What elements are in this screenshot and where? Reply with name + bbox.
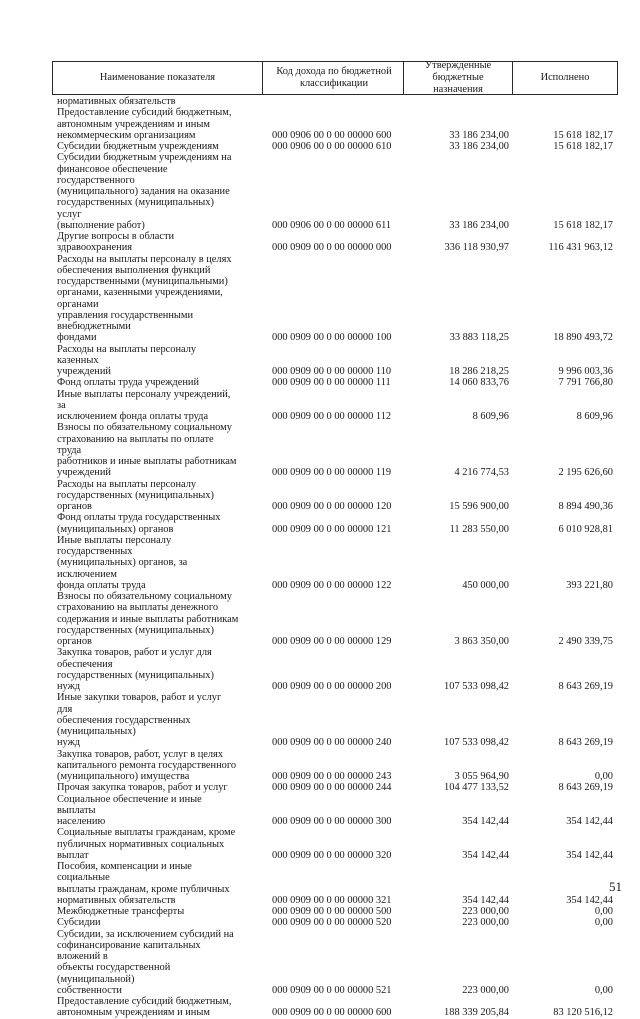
row-code: 000 0909 00 0 00 00000 111 bbox=[272, 377, 391, 389]
row-name: Закупка товаров, работ, услуг в целях капитального ремонта государственного (муниципального) имущества bbox=[57, 748, 237, 782]
row-code: 000 0909 00 0 00 00000 121 bbox=[272, 523, 392, 535]
row-name: Расходы на выплаты персоналу в целях обеспечения выполнения функций государственными (муниципальными) органами, казенными учреждениями, органами управления государственными внебюджетными фондами bbox=[57, 253, 232, 344]
row-code: 000 0909 00 0 00 00000 600 bbox=[272, 1007, 392, 1019]
row-code: 000 0906 00 0 00 00000 600 bbox=[272, 129, 392, 141]
row-name: Расходы на выплаты персоналу государственных (муниципальных) органов bbox=[57, 478, 214, 512]
row-code: 000 0909 00 0 00 00000 100 bbox=[272, 332, 392, 344]
row-approved: 354 142,44 bbox=[462, 849, 509, 861]
table-row bbox=[0, 422, 640, 478]
row-name: Прочая закупка товаров, работ и услуг bbox=[57, 782, 228, 794]
table-row bbox=[0, 692, 640, 748]
row-approved: 33 186 234,00 bbox=[449, 141, 509, 152]
row-executed: 18 890 493,72 bbox=[553, 332, 613, 344]
row-executed: 8 643 269,19 bbox=[558, 782, 613, 794]
row-approved: 18 286 218,25 bbox=[449, 366, 509, 377]
row-approved: 3 055 964,90 bbox=[454, 771, 509, 782]
row-name: Пособия, компенсации и иные социальные выплаты гражданам, кроме публичных нормативных обязательств bbox=[57, 861, 230, 906]
row-code: 000 0909 00 0 00 00000 243 bbox=[272, 771, 392, 782]
table-row bbox=[0, 344, 640, 378]
row-executed: 8 643 269,19 bbox=[558, 681, 613, 692]
table-row bbox=[0, 827, 640, 861]
row-name: нормативных обязательств bbox=[57, 96, 176, 107]
row-executed: 9 996 003,36 bbox=[558, 366, 613, 377]
row-executed: 116 431 963,12 bbox=[548, 242, 613, 254]
row-code: 000 0909 00 0 00 00000 240 bbox=[272, 737, 392, 749]
row-name: Субсидии бюджетным учреждениям на финансовое обеспечение государственного (муниципального) задания на оказание государственных (муниципальных) услуг (выполнение работ) bbox=[57, 152, 232, 231]
row-executed: 0,00 bbox=[594, 984, 613, 996]
row-name: Межбюджетные трансферты bbox=[57, 906, 185, 917]
row-name: Закупка товаров, работ и услуг для обеспечения государственных (муниципальных) нужд bbox=[57, 647, 214, 692]
row-executed: 15 618 182,17 bbox=[553, 141, 613, 152]
table-row bbox=[0, 96, 640, 107]
page-number: 51 bbox=[609, 879, 622, 894]
row-executed: 0,00 bbox=[594, 771, 613, 782]
row-approved: 336 118 930,97 bbox=[444, 242, 509, 254]
row-name: Субсидии бюджетным учреждениям bbox=[57, 141, 219, 152]
row-name: Субсидии bbox=[57, 917, 101, 929]
row-code: 000 0909 00 0 00 00000 244 bbox=[272, 782, 392, 794]
table-row bbox=[0, 377, 640, 388]
row-code: 000 0909 00 0 00 00000 112 bbox=[272, 411, 392, 422]
row-name: Фонд оплаты труда учреждений bbox=[57, 377, 200, 389]
table-row bbox=[0, 782, 640, 793]
header-divider-2 bbox=[403, 61, 404, 95]
row-code: 000 0906 00 0 00 00000 611 bbox=[272, 219, 392, 231]
row-code: 000 0909 00 0 00 00000 119 bbox=[272, 467, 392, 479]
row-name: Другие вопросы в области здравоохранения bbox=[57, 231, 175, 254]
table-row bbox=[0, 591, 640, 647]
row-code: 000 0909 00 0 00 00000 300 bbox=[272, 816, 392, 827]
row-name: Взносы по обязательному социальному страхованию на выплаты денежного содержания и иные выплаты работникам государственных (муниципальных) органов bbox=[57, 591, 239, 647]
row-name: Предоставление субсидий бюджетным, автономным учреждениям и иным bbox=[57, 996, 232, 1019]
row-approved: 8 609,96 bbox=[472, 411, 509, 422]
table-row bbox=[0, 231, 640, 254]
table-row bbox=[0, 512, 640, 535]
row-approved: 223 000,00 bbox=[462, 917, 509, 929]
row-code: 000 0909 00 0 00 00000 122 bbox=[272, 579, 392, 591]
row-code: 000 0909 00 0 00 00000 320 bbox=[272, 849, 392, 861]
row-executed: 354 142,44 bbox=[566, 894, 613, 906]
row-executed: 393 221,80 bbox=[566, 579, 613, 591]
row-approved: 223 000,00 bbox=[462, 984, 509, 996]
table-row bbox=[0, 152, 640, 231]
row-executed: 8 609,96 bbox=[576, 411, 613, 422]
row-name: Субсидии, за исключением субсидий на софинансирование капитальных вложений в объекты государственной (муниципальной) собственности bbox=[57, 928, 234, 996]
table-row bbox=[0, 996, 640, 1019]
row-approved: 33 883 118,25 bbox=[449, 332, 509, 344]
row-executed: 0,00 bbox=[594, 917, 613, 929]
row-executed: 8 894 490,36 bbox=[558, 501, 613, 512]
table-row bbox=[0, 794, 640, 828]
row-executed: 8 643 269,19 bbox=[558, 737, 613, 749]
row-approved: 223 000,00 bbox=[462, 906, 509, 917]
row-code: 000 0909 00 0 00 00000 321 bbox=[272, 894, 392, 906]
row-code: 000 0909 00 0 00 00000 129 bbox=[272, 636, 392, 647]
row-code: 000 0909 00 0 00 00000 000 bbox=[272, 242, 392, 254]
row-approved: 104 477 133,52 bbox=[444, 782, 509, 794]
row-code: 000 0909 00 0 00 00000 521 bbox=[272, 984, 392, 996]
table-row bbox=[0, 535, 640, 591]
row-executed: 6 010 928,81 bbox=[558, 523, 613, 535]
row-executed: 15 618 182,17 bbox=[553, 129, 613, 141]
row-approved: 33 186 234,00 bbox=[449, 219, 509, 231]
row-name: Расходы на выплаты персоналу казенных учреждений bbox=[57, 343, 197, 377]
header-approved: Утвержденные бюджетные назначения bbox=[424, 59, 492, 95]
header-code: Код дохода по бюджетной классификации bbox=[276, 65, 392, 89]
row-name: Иные выплаты персоналу государственных (муниципальных) органов, за исключением фонда оплаты труда bbox=[57, 534, 188, 591]
header-divider-1 bbox=[262, 61, 263, 95]
row-name: Иные выплаты персоналу учреждений, за исключением фонда оплаты труда bbox=[57, 388, 231, 422]
header-divider-right bbox=[617, 61, 618, 95]
table-row bbox=[0, 254, 640, 344]
row-code: 000 0909 00 0 00 00000 520 bbox=[272, 917, 392, 929]
row-approved: 354 142,44 bbox=[462, 894, 509, 906]
row-approved: 11 283 550,00 bbox=[449, 523, 509, 535]
table-row bbox=[0, 929, 640, 997]
table-row bbox=[0, 389, 640, 423]
row-executed: 354 142,44 bbox=[566, 849, 613, 861]
row-code: 000 0906 00 0 00 00000 610 bbox=[272, 141, 392, 152]
row-approved: 14 060 833,76 bbox=[449, 377, 509, 389]
row-approved: 15 596 900,00 bbox=[449, 501, 509, 512]
table-row bbox=[0, 141, 640, 152]
row-approved: 107 533 098,42 bbox=[444, 681, 509, 692]
header-bottom-border bbox=[52, 94, 618, 95]
row-name: Фонд оплаты труда государственных (муниципальных) органов bbox=[57, 512, 221, 535]
row-approved: 3 863 350,00 bbox=[454, 636, 509, 647]
table-row bbox=[0, 647, 640, 692]
row-code: 000 0909 00 0 00 00000 110 bbox=[272, 366, 392, 377]
row-code: 000 0909 00 0 00 00000 200 bbox=[272, 681, 392, 692]
row-approved: 188 339 205,84 bbox=[444, 1007, 509, 1019]
row-name: Социальное обеспечение и иные выплаты населению bbox=[57, 793, 202, 827]
row-code: 000 0909 00 0 00 00000 120 bbox=[272, 501, 392, 512]
table-row bbox=[0, 906, 640, 917]
row-approved: 4 216 774,53 bbox=[454, 467, 509, 479]
row-executed: 83 120 516,12 bbox=[553, 1007, 613, 1019]
header-name: Наименование показателя bbox=[99, 71, 216, 83]
row-name: Предоставление субсидий бюджетным, автономным учреждениям и иным некоммерческим организациям bbox=[57, 107, 232, 141]
row-executed: 7 791 766,80 bbox=[558, 377, 613, 389]
row-approved: 354 142,44 bbox=[462, 816, 509, 827]
table-row bbox=[0, 749, 640, 783]
table-row bbox=[0, 861, 640, 906]
row-executed: 0,00 bbox=[594, 906, 613, 917]
row-name: Иные закупки товаров, работ и услуг для обеспечения государственных (муниципальных) нужд bbox=[57, 692, 222, 749]
row-approved: 450 000,00 bbox=[462, 579, 509, 591]
row-executed: 2 490 339,75 bbox=[558, 636, 613, 647]
header-executed: Исполнено bbox=[540, 71, 590, 83]
table-row bbox=[0, 479, 640, 513]
row-executed: 15 618 182,17 bbox=[553, 219, 613, 231]
row-name: Взносы по обязательному социальному страхованию на выплаты по оплате труда работников и иные выплаты работникам учреждений bbox=[57, 422, 237, 479]
table-body bbox=[0, 96, 640, 1019]
row-executed: 354 142,44 bbox=[566, 816, 613, 827]
row-name: Социальные выплаты гражданам, кроме публичных нормативных социальных выплат bbox=[57, 827, 236, 861]
table-row bbox=[0, 917, 640, 928]
row-code: 000 0909 00 0 00 00000 500 bbox=[272, 906, 392, 917]
table-row bbox=[0, 107, 640, 141]
row-approved: 107 533 098,42 bbox=[444, 737, 509, 749]
row-executed: 2 195 626,60 bbox=[558, 467, 613, 479]
row-approved: 33 186 234,00 bbox=[449, 129, 509, 141]
